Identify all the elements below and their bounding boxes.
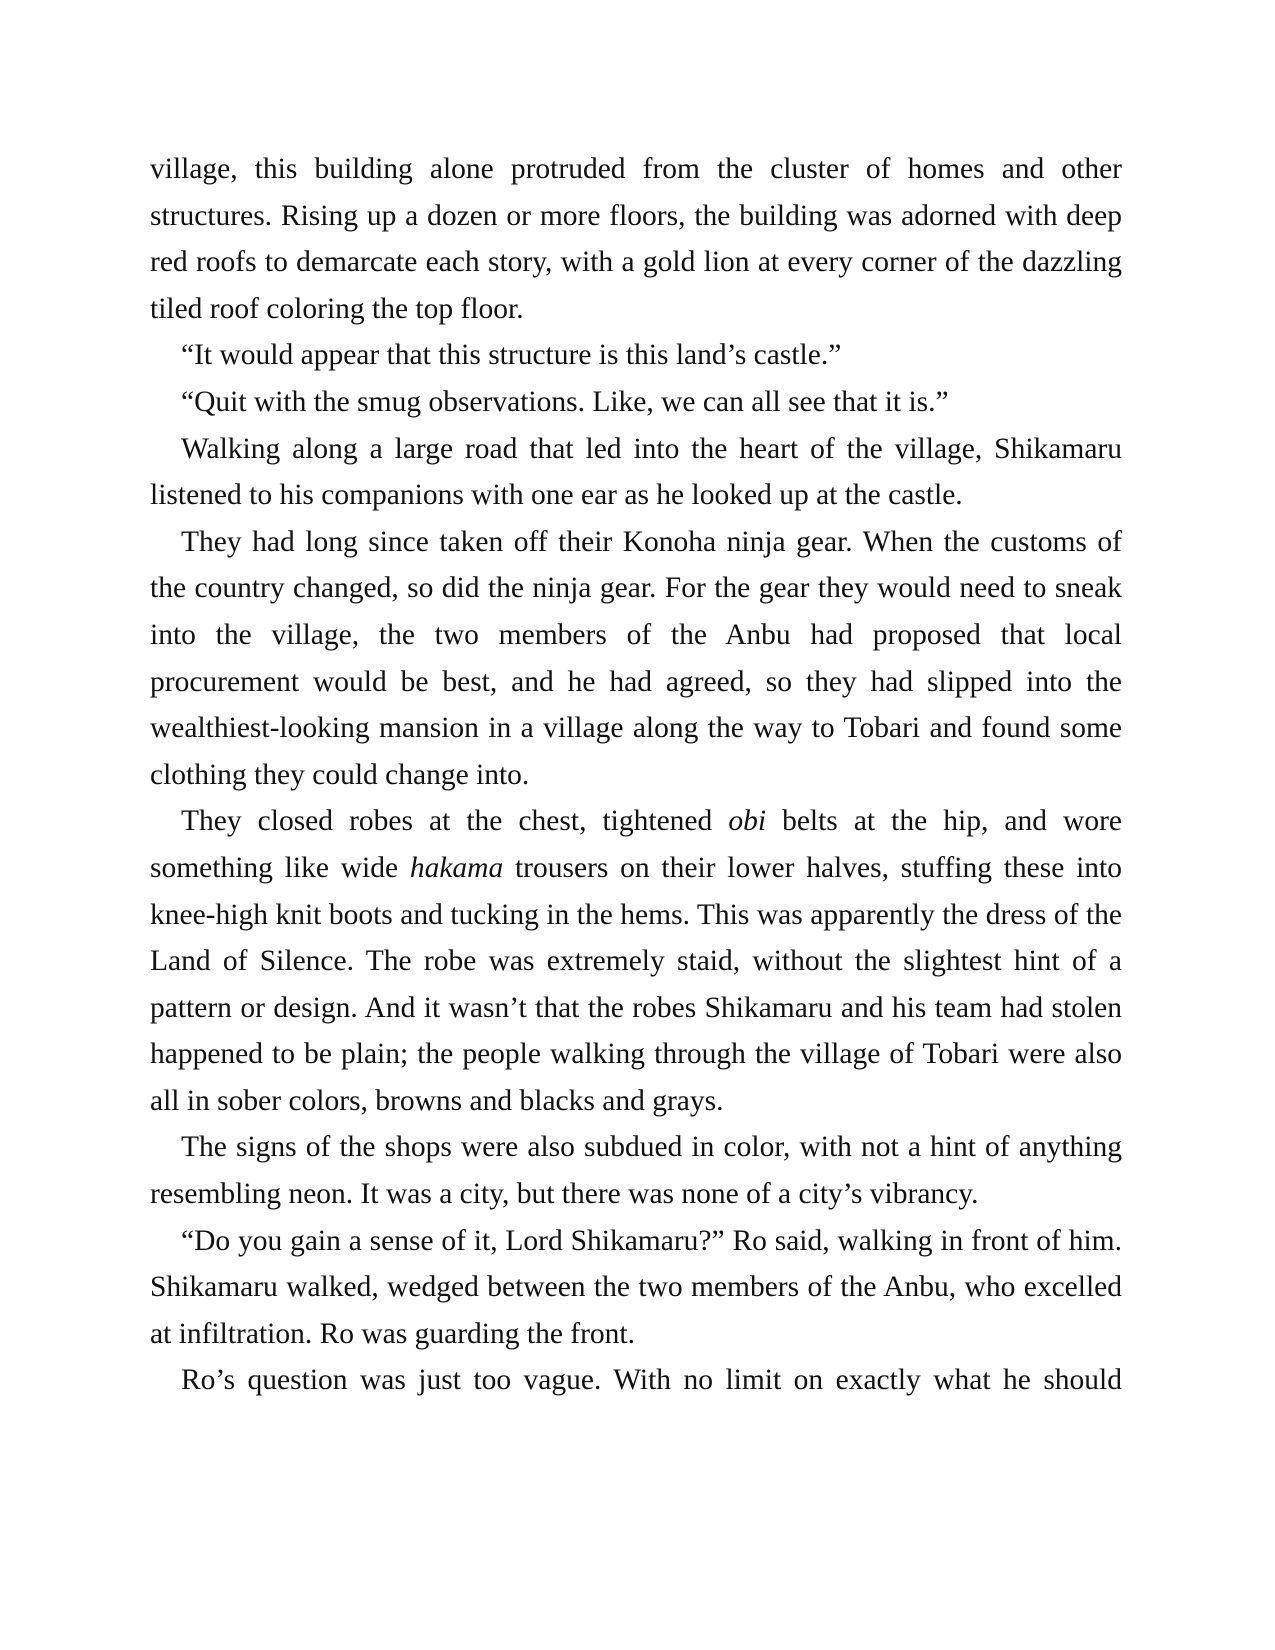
paragraph-dialogue-smug: “Quit with the smug observations. Like, we can all see that it is.” bbox=[181, 385, 949, 418]
paragraph-shop-signs: The signs of the shops were also subdued in color, with not a hint of anything resembling neon. It was a city, but there was none of a city’s vibrancy. bbox=[150, 1131, 1122, 1211]
page-body-text bbox=[150, 146, 1122, 1404]
robes-text-part-2: belts at the hip, and wore something like wide bbox=[150, 805, 1122, 884]
paragraph-walking-road: Walking along a large road that led into the heart of the village, Shikamaru listened to his companions with one ear as he looked up at the castle. bbox=[150, 432, 1122, 512]
paragraph-ninja-gear: They had long since taken off their Konoha ninja gear. When the customs of the country changed, so did the ninja gear. For the gear they would need to sneak into the village, the two members of the Anbu had proposed that local procurement would be best, and he had agreed, so they had slipped into the wealthiest-looking mansion in a village along the way to Tobari and found some clothing they could change into. bbox=[150, 525, 1122, 791]
paragraph-castle-description: village, this building alone protruded from the cluster of homes and other structures. Rising up a dozen or more floors, the building was adorned with deep red roofs to demarcate each story, with a gold lion at every corner of the dazzling tiled roof coloring the top floor. bbox=[150, 153, 1122, 325]
paragraph-ro-question: “Do you gain a sense of it, Lord Shikamaru?” Ro said, walking in front of him. Shikamaru walked, wedged between the two members of the Anbu, who excelled at infiltration. Ro was guarding the front. bbox=[150, 1224, 1122, 1350]
paragraph-vague-question: Ro’s question was just too vague. With no limit on exactly what he should bbox=[181, 1364, 1122, 1397]
paragraph-dialogue-castle: “It would appear that this structure is this land’s castle.” bbox=[181, 339, 842, 372]
robes-text-part-3: trousers on their lower halves, stuffing these into knee-high knit boots and tucking in the hems. This was apparently the dress of the Land of Silence. The robe was extremely staid, without the slightest hint of a pattern or design. And it wasn’t that the robes Shikamaru and his team had stolen happened to be plain; the people walking through the village of Tobari were also all in sober colors, browns and blacks and grays. bbox=[150, 851, 1122, 1117]
paragraph-robes-description bbox=[150, 798, 1122, 1124]
robes-text-part-1: They closed robes at the chest, tightened bbox=[181, 805, 729, 838]
italic-term-obi: obi bbox=[728, 805, 767, 838]
italic-term-hakama: hakama bbox=[409, 851, 504, 884]
